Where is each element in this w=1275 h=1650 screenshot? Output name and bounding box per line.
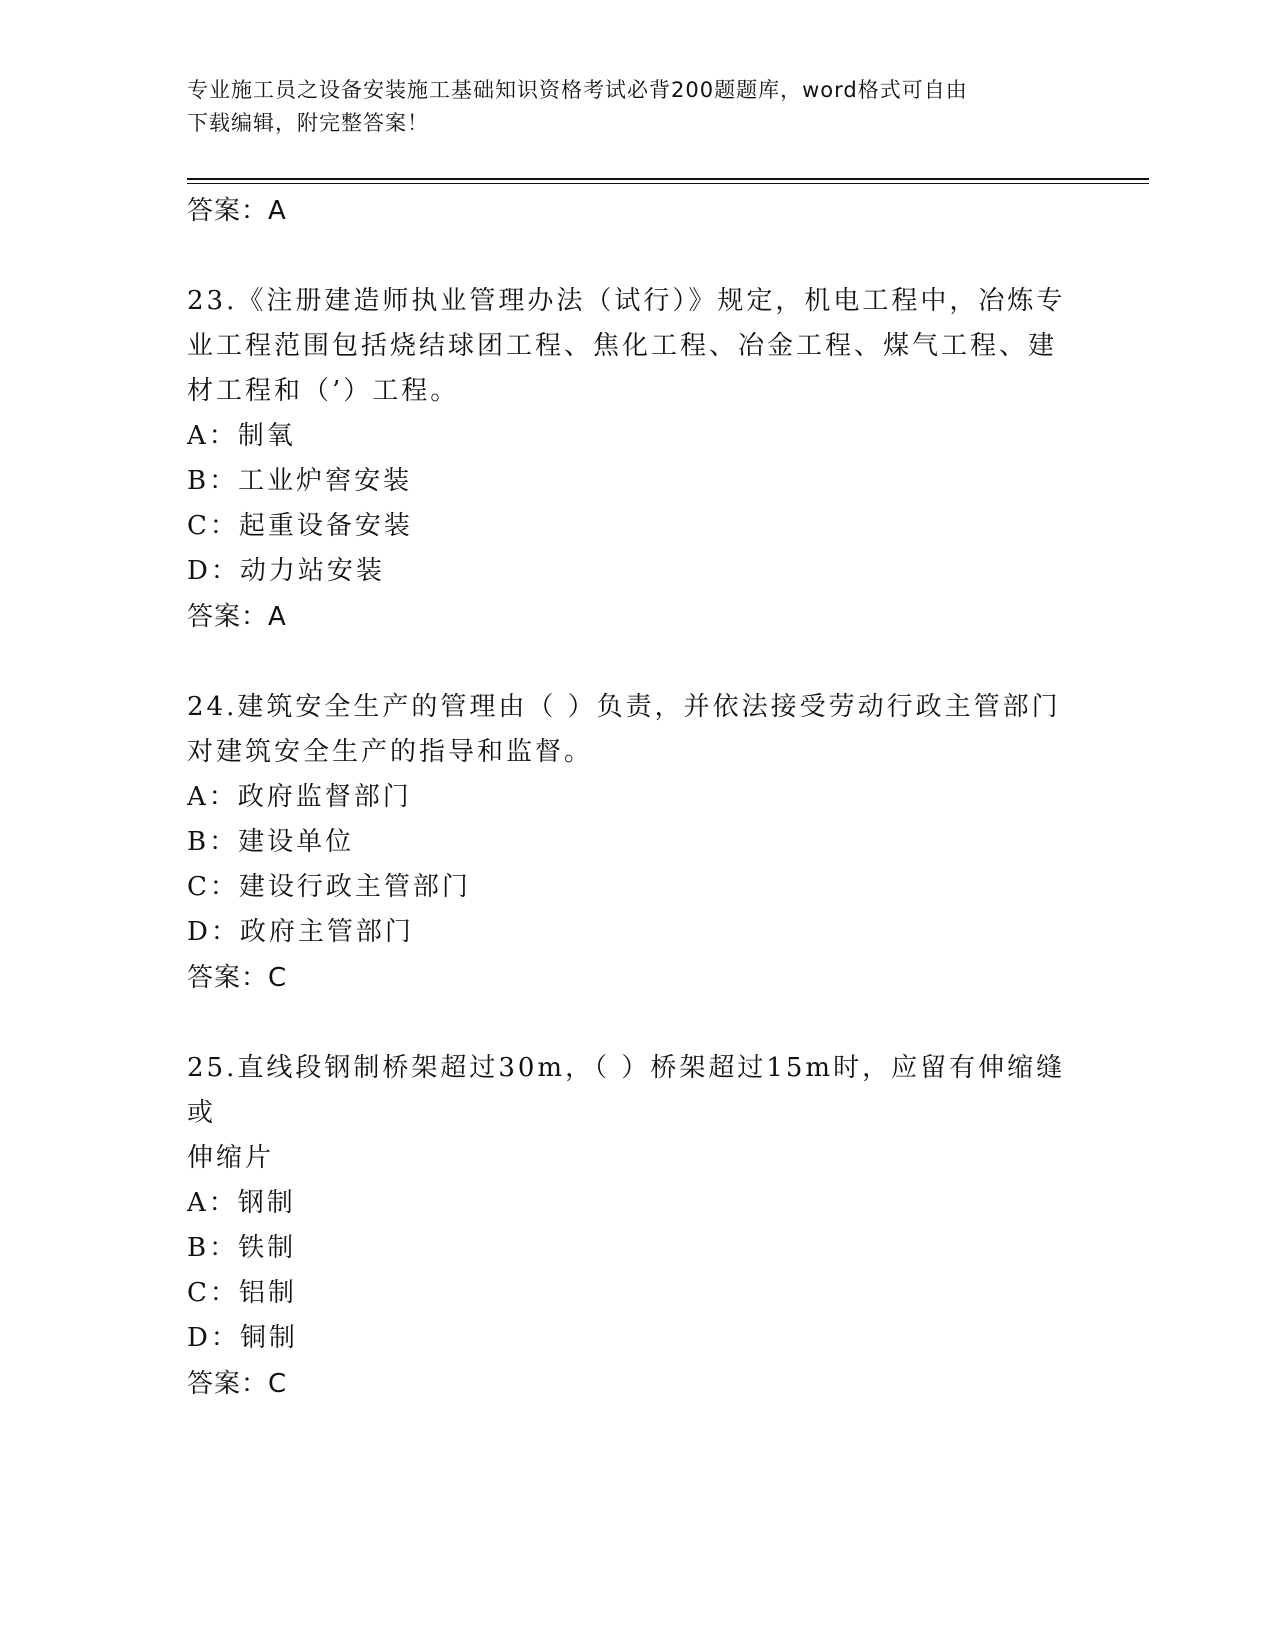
page-header — [187, 74, 1067, 140]
question-line: 业工程范围包括烧结球团工程、焦化工程、冶金工程、煤气工程、建 — [187, 331, 1058, 361]
option-d: D：铜制 — [187, 1323, 298, 1353]
option-c: C：建设行政主管部门 — [187, 872, 471, 902]
question-text — [187, 1046, 1087, 1181]
header-line-2: 下载编辑，附完整答案！ — [187, 111, 429, 135]
question-line: 25.直线段钢制桥架超过30m，（ ）桥架超过15m时，应留有伸缩缝或 — [187, 1053, 1066, 1128]
option-a: A：钢制 — [187, 1188, 296, 1218]
question-line: 材工程和（’）工程。 — [187, 376, 460, 406]
previous-answer: 答案：A — [187, 196, 287, 226]
answer: 答案：A — [187, 602, 287, 632]
question-line: 23.《注册建造师执业管理办法（试行）》规定，机电工程中，冶炼专 — [187, 286, 1066, 316]
header-rule-thin — [187, 183, 1149, 184]
option-b: B：工业炉窖安装 — [187, 466, 413, 496]
question-text — [187, 279, 1067, 414]
question-text — [187, 685, 1067, 775]
answer: 答案：C — [187, 1369, 288, 1399]
spacer — [187, 640, 1087, 685]
option-d: D：政府主管部门 — [187, 917, 414, 947]
question-line: 对建筑安全生产的指导和监督。 — [187, 737, 594, 767]
question-list — [187, 188, 1087, 1407]
spacer — [187, 234, 1087, 279]
option-c: C：铝制 — [187, 1278, 297, 1308]
question-line: 伸缩片 — [187, 1143, 275, 1173]
option-b: B：铁制 — [187, 1233, 297, 1263]
spacer — [187, 1001, 1087, 1046]
option-a: A：制氧 — [187, 421, 296, 451]
header-rule-thick — [187, 178, 1149, 180]
question-item-24 — [187, 685, 1087, 1001]
question-item-25 — [187, 1046, 1087, 1407]
option-d: D：动力站安装 — [187, 556, 385, 586]
option-c: C：起重设备安装 — [187, 511, 413, 541]
header-line-1: 专业施工员之设备安装施工基础知识资格考试必背200题题库，word格式可自由 — [187, 78, 968, 102]
option-a: A：政府监督部门 — [187, 782, 412, 812]
question-line: 24.建筑安全生产的管理由（ ）负责，并依法接受劳动行政主管部门 — [187, 692, 1061, 722]
option-b: B：建设单位 — [187, 827, 355, 857]
question-item-23 — [187, 279, 1087, 640]
answer: 答案：C — [187, 963, 288, 993]
